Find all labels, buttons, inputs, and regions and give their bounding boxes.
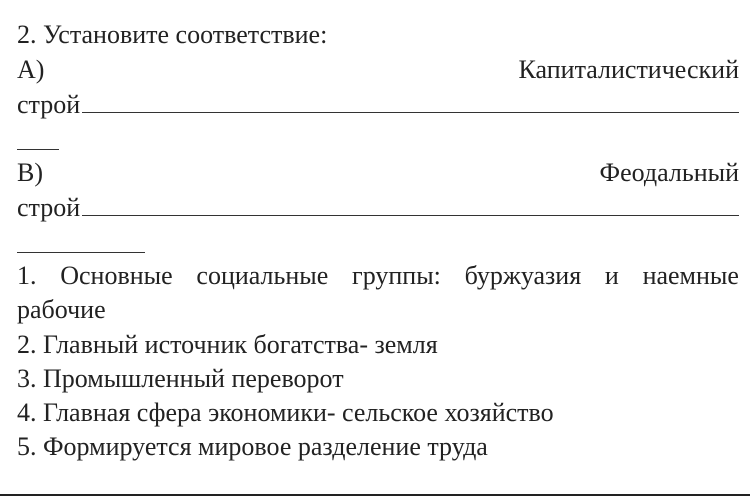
list-item-1 (17, 259, 739, 293)
list-item-1-continued: рабочие (17, 295, 106, 324)
option-b-term-word2: строй (17, 193, 81, 222)
option-a-label: А) (17, 55, 45, 84)
item1-word: 1. (17, 261, 37, 290)
option-b-row (17, 156, 739, 190)
item1-word: группы: (352, 261, 441, 290)
option-b-label: В) (17, 158, 43, 187)
item1-word: Основные (60, 261, 173, 290)
list-item-3: 3. Промышленный переворот (17, 364, 344, 393)
list-item-4: 4. Главная сфера экономики- сельское хозяйство (17, 398, 554, 427)
option-a-answer-blank[interactable] (82, 90, 739, 113)
list-item-5: 5. Формируется мировое разделение труда (17, 432, 488, 461)
task-title: 2. Установите соответствие: (17, 20, 328, 49)
option-a-term: Капиталистический (518, 55, 739, 84)
option-a-answer-blank-continued[interactable] (17, 148, 59, 150)
option-b-term: Феодальный (599, 158, 739, 187)
item1-word: буржуазия (464, 261, 582, 290)
option-a-answer-row (17, 88, 739, 122)
option-b-answer-blank-continued[interactable] (17, 251, 145, 253)
option-a-term-word2: строй (17, 90, 81, 119)
document-page (17, 0, 739, 500)
option-a-row (17, 53, 739, 87)
bottom-divider (0, 494, 750, 496)
item1-word: наемные (642, 261, 739, 290)
list-item-2: 2. Главный источник богатства- земля (17, 330, 438, 359)
option-b-answer-row (17, 191, 739, 225)
item1-word: и (604, 261, 619, 290)
item1-word: социальные (196, 261, 329, 290)
option-b-answer-blank[interactable] (82, 193, 739, 216)
